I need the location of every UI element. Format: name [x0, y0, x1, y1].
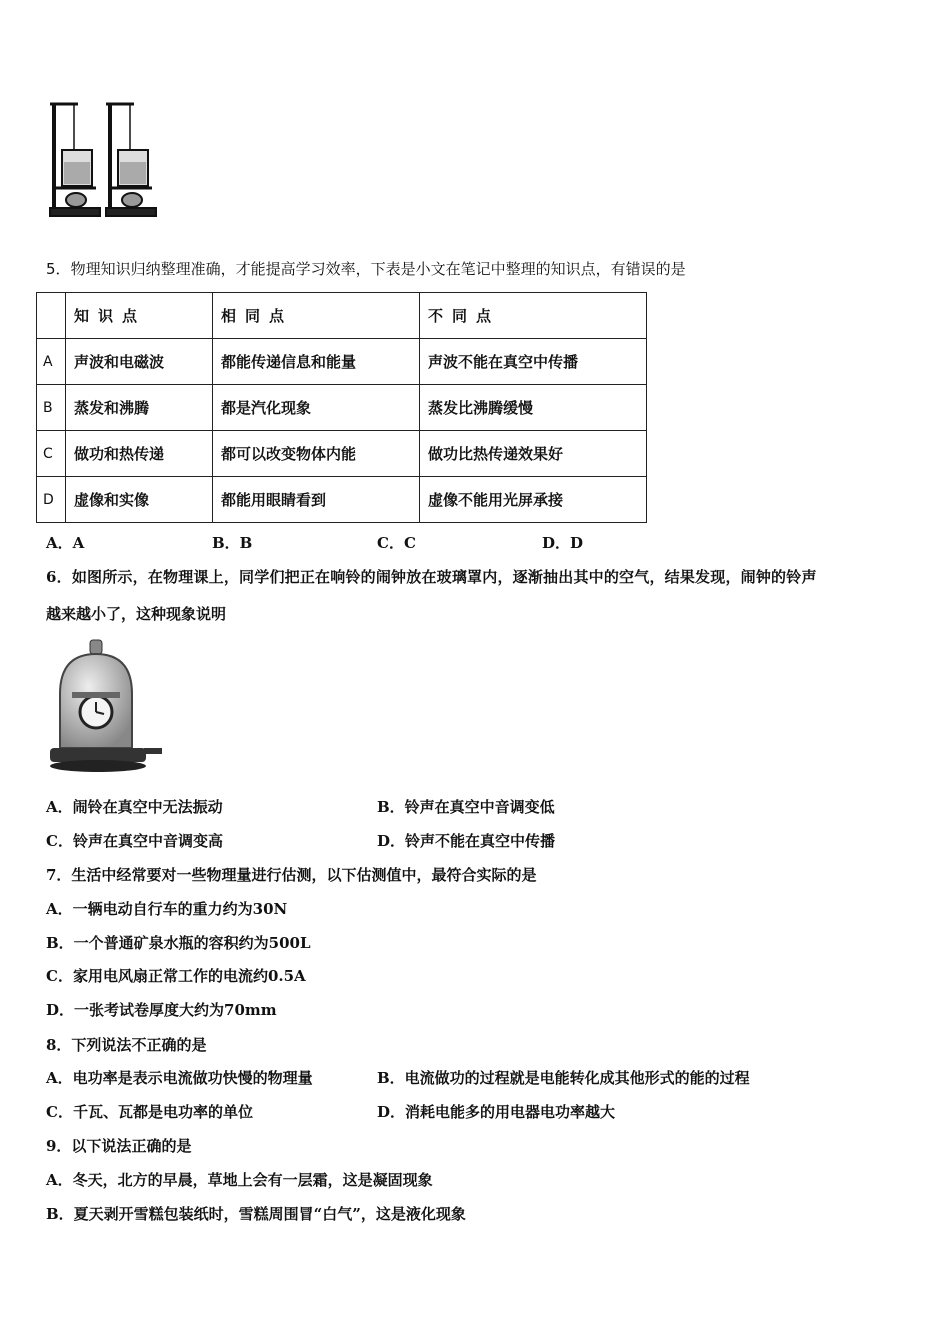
- q6-option-c: C．铃声在真空中音调变高: [46, 832, 223, 850]
- q5-option-b: B．B: [212, 534, 253, 552]
- table-cell: 虚像不能用光屏承接: [420, 477, 647, 523]
- q7-option-d: D．一张考试卷厚度大约为70mm: [46, 1001, 277, 1019]
- table-header-row: [37, 293, 647, 339]
- table-header-cell: 不同点: [420, 293, 647, 339]
- q8-stem: 8．下列说法不正确的是: [46, 1036, 207, 1054]
- q5-option-c: C．C: [377, 534, 416, 552]
- q5-number: 5: [46, 260, 56, 278]
- table-header-cell: 知识点: [66, 293, 213, 339]
- q7-stem: 7．生活中经常要对一些物理量进行估测，以下估测值中，最符合实际的是: [46, 866, 537, 884]
- q5-knowledge-table: [36, 292, 647, 523]
- table-cell: 声波不能在真空中传播: [420, 339, 647, 385]
- table-cell: 都可以改变物体内能: [213, 431, 420, 477]
- q8-option-a: A．电功率是表示电流做功快慢的物理量: [46, 1069, 313, 1087]
- boiling-apparatus-figure: [44, 100, 162, 224]
- q8-option-d: D．消耗电能多的用电器电功率越大: [377, 1103, 616, 1121]
- q9-option-b: B．夏天剥开雪糕包装纸时，雪糕周围冒“白气”，这是液化现象: [46, 1205, 466, 1223]
- table-cell: 蒸发和沸腾: [66, 385, 213, 431]
- table-row: [37, 477, 647, 523]
- table-cell: 声波和电磁波: [66, 339, 213, 385]
- q9-option-a: A．冬天，北方的早晨，草地上会有一层霜，这是凝固现象: [46, 1171, 433, 1189]
- table-row: [37, 339, 647, 385]
- q6-option-a: A．闹铃在真空中无法振动: [46, 798, 223, 816]
- table-header-cell: [37, 293, 66, 339]
- table-cell: B: [37, 385, 66, 431]
- q8-option-c: C．千瓦、瓦都是电功率的单位: [46, 1103, 253, 1121]
- table-cell: D: [37, 477, 66, 523]
- q7-option-a: A．一辆电动自行车的重力约为30N: [46, 900, 288, 918]
- q6-option-d: D．铃声不能在真空中传播: [377, 832, 556, 850]
- q5-option-a: A．A: [46, 534, 85, 552]
- table-cell: 蒸发比沸腾缓慢: [420, 385, 647, 431]
- table-row: [37, 385, 647, 431]
- q6-stem-line1: 6．如图所示，在物理课上，同学们把正在响铃的闹钟放在玻璃罩内，逐渐抽出其中的空气，结果发现，闹钟的铃声: [46, 568, 817, 586]
- table-cell: 虚像和实像: [66, 477, 213, 523]
- q9-stem: 9．以下说法正确的是: [46, 1137, 192, 1155]
- q7-option-b: B．一个普通矿泉水瓶的容积约为500L: [46, 934, 311, 952]
- table-row: [37, 431, 647, 477]
- table-cell: 做功比热传递效果好: [420, 431, 647, 477]
- q6-stem-line2: 越来越小了，这种现象说明: [46, 605, 227, 623]
- table-cell: 都是汽化现象: [213, 385, 420, 431]
- q5-stem: 5．物理知识归纳整理准确，才能提高学习效率，下表是小文在笔记中整理的知识点，有错误的是: [46, 260, 686, 278]
- q8-option-b: B．电流做功的过程就是电能转化成其他形式的能的过程: [377, 1069, 750, 1087]
- q7-option-c: C．家用电风扇正常工作的电流约0.5A: [46, 967, 306, 985]
- q6-option-b: B．铃声在真空中音调变低: [377, 798, 555, 816]
- table-header-cell: 相同点: [213, 293, 420, 339]
- table-cell: 做功和热传递: [66, 431, 213, 477]
- table-cell: C: [37, 431, 66, 477]
- table-cell: 都能用眼睛看到: [213, 477, 420, 523]
- q5-stem-text: 物理知识归纳整理准确，才能提高学习效率，下表是小文在笔记中整理的知识点，有错误的是: [70, 260, 686, 278]
- bell-jar-alarm-clock-figure: [46, 636, 164, 778]
- q5-option-d: D．D: [542, 534, 584, 552]
- table-cell: A: [37, 339, 66, 385]
- table-cell: 都能传递信息和能量: [213, 339, 420, 385]
